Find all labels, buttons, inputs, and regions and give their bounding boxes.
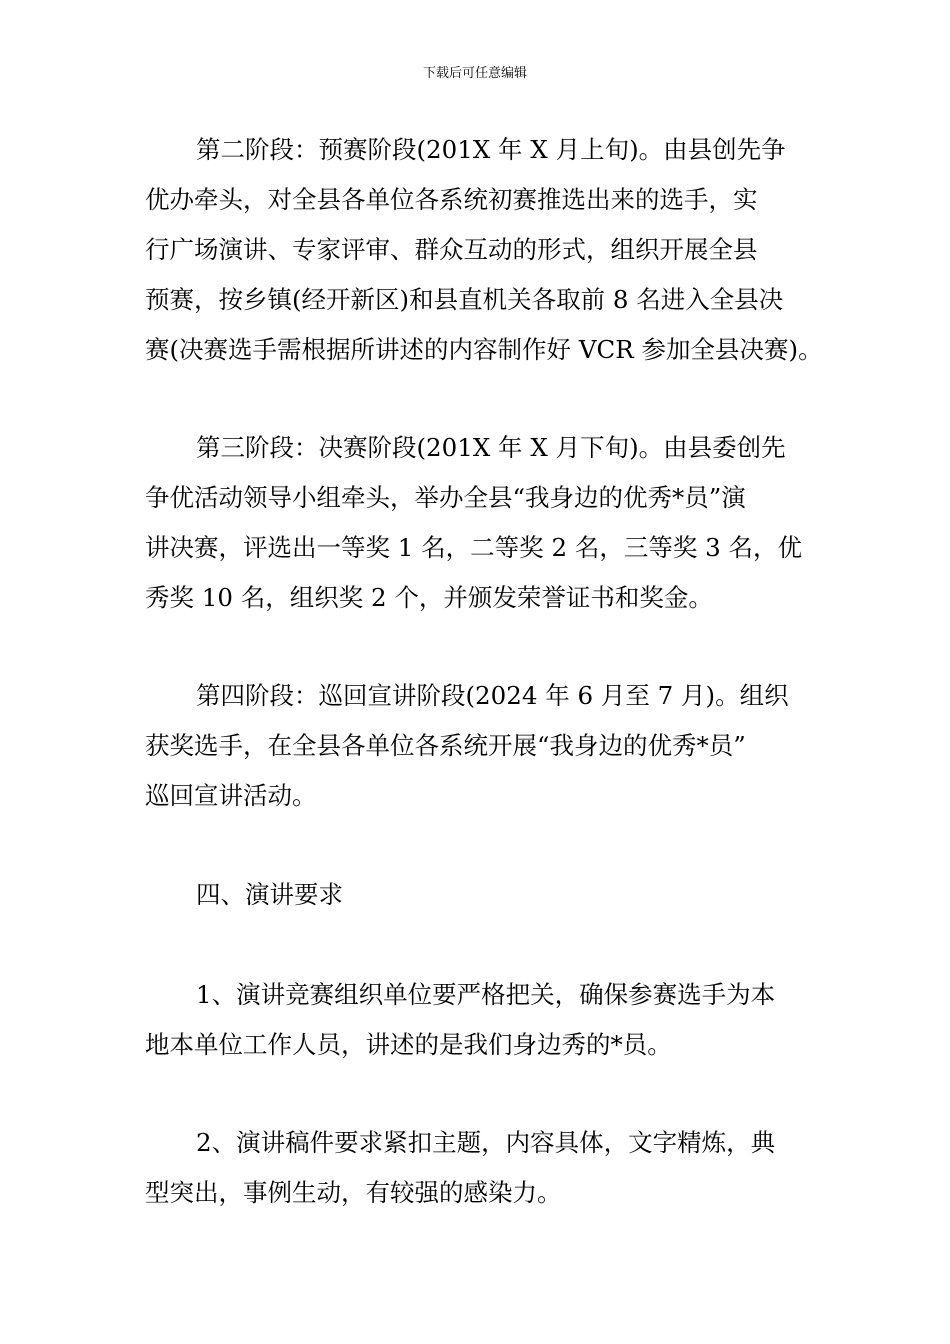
- text-line: 预赛，按乡镇(经开新区)和县直机关各取前 8 名进入全县决: [145, 285, 784, 314]
- text-line: 行广场演讲、专家评审、群众互动的形式，组织开展全县: [145, 235, 758, 264]
- page-header: 下载后可任意编辑: [422, 66, 527, 81]
- text-line: 地本单位工作人员，讲述的是我们身边秀的*员。: [145, 1030, 672, 1059]
- paragraph-requirement-two: [145, 1118, 809, 1218]
- paragraph-stage-two: [145, 125, 823, 375]
- text-line: 优办牵头，对全县各单位各系统初赛推选出来的选手，实: [145, 185, 758, 214]
- paragraph-requirement-one: [145, 970, 809, 1070]
- paragraph-stage-four: [145, 671, 809, 821]
- text-line: 第二阶段：预赛阶段(201X 年 X 月上旬)。由县创先争: [196, 135, 786, 164]
- text-line: 赛(决赛选手需根据所讲述的内容制作好 VCR 参加全县决赛)。: [145, 335, 823, 364]
- text-line: 巡回宣讲活动。: [145, 781, 317, 810]
- text-line: 第三阶段：决赛阶段(201X 年 X 月下旬)。由县委创先: [196, 433, 786, 462]
- text-line: 型突出，事例生动，有较强的感染力。: [145, 1178, 562, 1207]
- text-line: 1、演讲竞赛组织单位要严格把关，确保参赛选手为本: [196, 980, 776, 1009]
- text-line: 秀奖 10 名，组织奖 2 个，并颁发荣誉证书和奖金。: [145, 583, 713, 612]
- text-line: 2、演讲稿件要求紧扣主题，内容具体，文字精炼，典: [196, 1128, 776, 1157]
- text-line: 讲决赛，评选出一等奖 1 名，二等奖 2 名，三等奖 3 名，优: [145, 533, 802, 562]
- text-line: 获奖选手，在全县各单位各系统开展“我身边的优秀*员”: [145, 731, 746, 760]
- text-line: 第四阶段：巡回宣讲阶段(2024 年 6 月至 7 月)。组织: [196, 681, 789, 710]
- section-heading: 四、演讲要求: [196, 880, 343, 909]
- paragraph-stage-three: [145, 423, 809, 623]
- section-heading-speech-requirements: [145, 870, 809, 920]
- text-line: 争优活动领导小组牵头，举办全县“我身边的优秀*员”演: [145, 483, 746, 512]
